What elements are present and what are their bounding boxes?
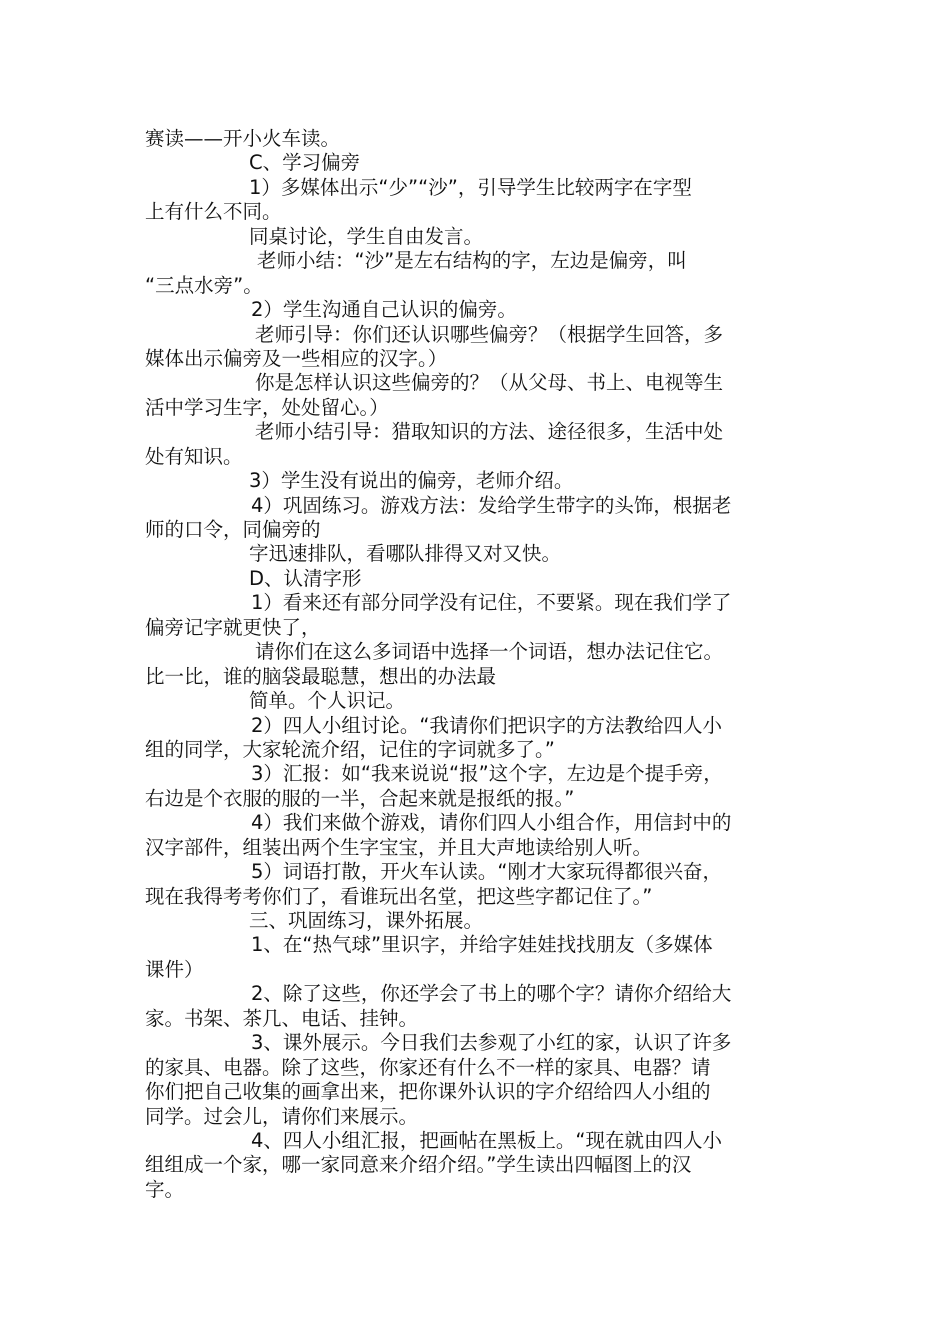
- text-line: 字迅速排队，看哪队排得又对又快。: [249, 542, 562, 566]
- text-line: 老师引导：你们还认识哪些偏旁？（根据学生回答，多: [255, 322, 724, 346]
- section-heading: 三、巩固练习，课外拓展。: [249, 909, 484, 932]
- text-line: 比一比，谁的脑袋最聪慧，想出的办法最: [145, 664, 497, 688]
- text-line: “三点水旁”。: [145, 273, 263, 297]
- text-line: 组组成一个家，哪一家同意来介绍介绍。”学生读出四幅图上的汉: [145, 1153, 692, 1177]
- text-line: 的家具、电器。除了这些，你家还有什么不一样的家具、电器？请: [145, 1055, 711, 1079]
- lesson-text-body: [145, 127, 815, 1202]
- text-line: 同桌讨论，学生自由发言。: [249, 224, 484, 248]
- text-line: 2）四人小组讨论。“我请你们把识字的方法教给四人小: [251, 713, 723, 737]
- text-line: 3、课外展示。今日我们去参观了小红的家，认识了许多: [251, 1031, 732, 1055]
- text-line: 同学。过会儿，请你们来展示。: [145, 1104, 419, 1128]
- text-line: 师的口令，同偏旁的: [145, 518, 321, 541]
- text-line: 1）看来还有部分同学没有记住，不要紧。现在我们学了: [251, 591, 732, 615]
- text-line: 现在我得考考你们了，看谁玩出名堂，把这些字都记住了。”: [145, 884, 653, 908]
- text-line: 5）词语打散，开火车认读。“刚才大家玩得都很兴奋，: [251, 860, 723, 884]
- text-line: 4）我们来做个游戏，请你们四人小组合作，用信封中的: [251, 811, 732, 835]
- text-line: 组的同学，大家轮流介绍，记住的字词就多了。”: [145, 737, 555, 761]
- text-line: 2、除了这些，你还学会了书上的哪个字？请你介绍给大: [251, 982, 732, 1006]
- text-line: 请你们在这么多词语中选择一个词语，想办法记住它。: [255, 640, 724, 664]
- text-line: 4）巩固练习。游戏方法：发给学生带字的头饰，根据老: [251, 493, 732, 517]
- text-line: 简单。个人识记。: [249, 689, 406, 713]
- text-line: 字。: [145, 1177, 185, 1201]
- text-line: 2）学生沟通自己认识的偏旁。: [251, 298, 517, 322]
- text-line: 赛读——开小火车读。: [145, 127, 341, 150]
- text-line: 右边是个衣服的服的一半，合起来就是报纸的报。”: [145, 786, 575, 810]
- text-line: 3）学生没有说出的偏旁，老师介绍。: [249, 469, 574, 493]
- text-line: 汉字部件，组装出两个生字宝宝，并且大声地读给别人听。: [145, 835, 653, 859]
- text-line: 活中学习生字，处处留心。）: [145, 395, 389, 419]
- text-line: 4、四人小组汇报，把画帖在黑板上。“现在就由四人小: [251, 1128, 723, 1152]
- text-line: 老师小结：“沙”是左右结构的字，左边是偏旁，叫: [257, 249, 687, 273]
- text-line: 媒体出示偏旁及一些相应的汉字。）: [145, 346, 448, 370]
- text-line: 处有知识。: [145, 444, 243, 468]
- text-line: 1、在“热气球”里识字，并给字娃娃找找朋友（多媒体: [251, 933, 713, 957]
- section-heading: D、认清字形: [249, 566, 362, 590]
- text-line: 老师小结引导：猎取知识的方法、途径很多，生活中处: [255, 420, 724, 444]
- text-line: 你们把自己收集的画拿出来，把你课外认识的字介绍给四人小组的: [145, 1080, 711, 1104]
- text-line: 1）多媒体出示“少”“沙”，引导学生比较两字在字型: [249, 175, 692, 199]
- text-line: 家。书架、茶几、电话、挂钟。: [145, 1006, 419, 1030]
- text-line: 上有什么不同。: [145, 200, 282, 224]
- section-heading: C、学习偏旁: [249, 151, 361, 175]
- text-line: 偏旁记字就更快了，: [145, 615, 321, 639]
- text-line: 你是怎样认识这些偏旁的？（从父母、书上、电视等生: [255, 371, 724, 395]
- text-line: 课件）: [145, 957, 204, 981]
- text-line: 3）汇报：如“我来说说“报”这个字，左边是个提手旁，: [251, 762, 723, 786]
